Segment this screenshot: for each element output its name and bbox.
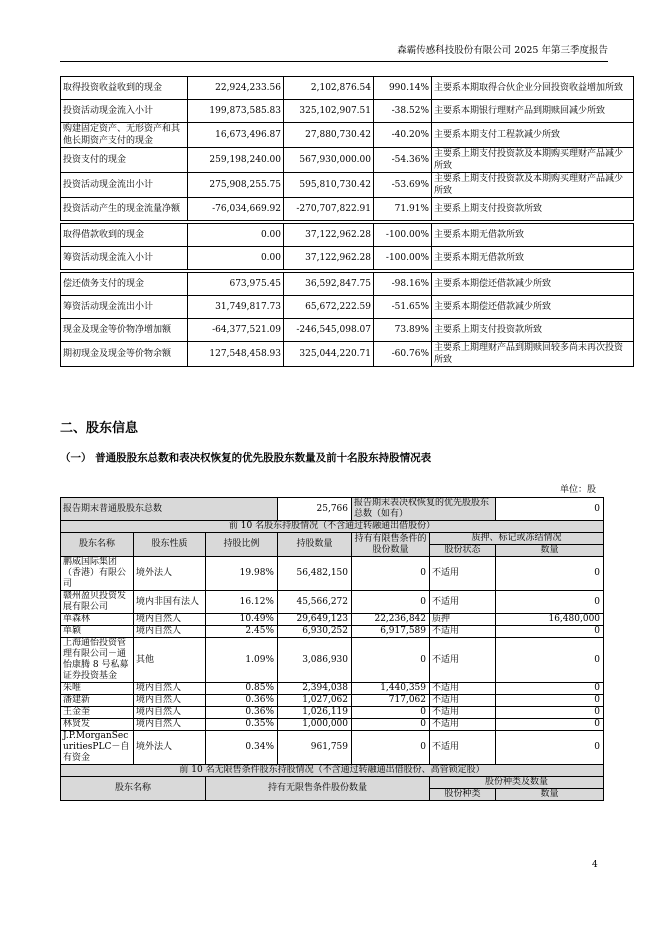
unrestricted-header-name: 股东名称 bbox=[61, 777, 206, 801]
unrestricted-header-qty: 数量 bbox=[496, 789, 604, 801]
shareholder-restricted: 0 bbox=[352, 638, 430, 683]
table-row bbox=[61, 273, 634, 296]
shareholder-pledge-qty: 0 bbox=[496, 731, 604, 765]
row-item-label: 偿还债务支付的现金 bbox=[61, 273, 188, 296]
shareholder-restricted: 1,440,359 bbox=[352, 683, 430, 695]
top10-title: 前 10 名股东持股情况（不含通过转融通出借股份） bbox=[61, 521, 604, 533]
shareholder-shares: 6,930,252 bbox=[278, 626, 352, 638]
shareholder-pledge-state: 不适用 bbox=[430, 731, 496, 765]
shareholder-name: 王金奎 bbox=[61, 707, 134, 719]
shareholder-shares: 3,086,930 bbox=[278, 638, 352, 683]
row-reason: 主要系上期支付投资款所致 bbox=[432, 319, 634, 342]
header-pledge-state: 股份状态 bbox=[430, 545, 496, 557]
shareholder-name: 朱唯 bbox=[61, 683, 134, 695]
shareholder-pledge-state: 不适用 bbox=[430, 719, 496, 731]
shareholder-restricted: 0 bbox=[352, 719, 430, 731]
shareholder-shares: 56,482,150 bbox=[278, 557, 352, 591]
shareholder-pledge-qty: 0 bbox=[496, 719, 604, 731]
shareholder-restricted: 0 bbox=[352, 731, 430, 765]
row-change-percent: -98.16% bbox=[374, 273, 432, 296]
shareholder-row bbox=[61, 638, 604, 683]
shareholder-ratio: 0.85% bbox=[206, 683, 278, 695]
row-previous-value: 567,930,000.00 bbox=[284, 148, 374, 173]
table-row bbox=[61, 123, 634, 148]
shareholder-nature: 境内自然人 bbox=[134, 626, 206, 638]
row-reason: 主要系本期银行理财产品到期赎回减少所致 bbox=[432, 100, 634, 123]
shareholder-nature: 境内自然人 bbox=[134, 695, 206, 707]
header-restricted: 持有有限售条件的股份数量 bbox=[352, 533, 430, 557]
row-reason: 主要系本期偿还借款减少所致 bbox=[432, 296, 634, 319]
shareholder-row bbox=[61, 591, 604, 614]
row-item-label: 投资支付的现金 bbox=[61, 148, 188, 173]
shareholder-table bbox=[60, 497, 604, 801]
row-current-value: 16,673,496.87 bbox=[188, 123, 284, 148]
row-reason: 主要系本期支付工程款减少所致 bbox=[432, 123, 634, 148]
shareholder-pledge-state: 不适用 bbox=[430, 626, 496, 638]
row-current-value: 199,873,585.83 bbox=[188, 100, 284, 123]
row-change-percent: -60.76% bbox=[374, 342, 432, 367]
shareholder-restricted: 22,236,842 bbox=[352, 614, 430, 626]
row-change-percent: -53.69% bbox=[374, 173, 432, 198]
shareholder-row bbox=[61, 614, 604, 626]
header-pledge: 质押、标记或冻结情况 bbox=[430, 533, 604, 545]
shareholder-name: 鹏威国际集团（香港）有限公司 bbox=[61, 557, 134, 591]
row-current-value: 22,924,233.56 bbox=[188, 77, 284, 100]
row-current-value: 31,749,817.73 bbox=[188, 296, 284, 319]
shareholder-pledge-qty: 0 bbox=[496, 557, 604, 591]
header-pledge-qty: 数量 bbox=[496, 545, 604, 557]
table-row bbox=[61, 173, 634, 198]
row-previous-value: 595,810,730.42 bbox=[284, 173, 374, 198]
pref-holders-label: 报告期末表决权恢复的优先股股东总数（如有） bbox=[352, 498, 496, 521]
row-item-label: 筹资活动现金流入小计 bbox=[61, 247, 188, 270]
total-holders-value: 25,766 bbox=[278, 498, 352, 521]
row-change-percent: -100.00% bbox=[374, 247, 432, 270]
row-reason: 主要系上期理财产品到期赎回较多尚未再次投资所致 bbox=[432, 342, 634, 367]
shareholder-ratio: 16.12% bbox=[206, 591, 278, 614]
row-item-label: 筹资活动现金流出小计 bbox=[61, 296, 188, 319]
shareholder-ratio: 1.09% bbox=[206, 638, 278, 683]
shareholder-pledge-qty: 0 bbox=[496, 591, 604, 614]
row-previous-value: 2,102,876.54 bbox=[284, 77, 374, 100]
shareholder-row bbox=[61, 557, 604, 591]
unrestricted-header-kind: 股份种类 bbox=[430, 789, 496, 801]
shareholder-ratio: 10.49% bbox=[206, 614, 278, 626]
shareholder-nature: 境内自然人 bbox=[134, 683, 206, 695]
shareholder-pledge-qty: 0 bbox=[496, 626, 604, 638]
shareholder-nature: 境内非国有法人 bbox=[134, 591, 206, 614]
table-row bbox=[61, 342, 634, 367]
shareholder-shares: 45,566,272 bbox=[278, 591, 352, 614]
shareholder-name: 单森林 bbox=[61, 614, 134, 626]
shareholder-nature: 境内自然人 bbox=[134, 719, 206, 731]
shareholder-restricted: 0 bbox=[352, 707, 430, 719]
shareholder-row bbox=[61, 626, 604, 638]
row-current-value: 275,908,255.75 bbox=[188, 173, 284, 198]
row-previous-value: 65,672,222.59 bbox=[284, 296, 374, 319]
row-previous-value: 37,122,962.28 bbox=[284, 224, 374, 247]
shareholder-name: J.P.MorganSecuritiesPLC－自有资金 bbox=[61, 731, 134, 765]
header-ratio: 持股比例 bbox=[206, 533, 278, 557]
page-number: 4 bbox=[592, 860, 598, 870]
shareholder-restricted: 0 bbox=[352, 591, 430, 614]
table-row bbox=[61, 100, 634, 123]
row-change-percent: 73.89% bbox=[374, 319, 432, 342]
shareholder-ratio: 0.34% bbox=[206, 731, 278, 765]
shareholder-nature: 境外法人 bbox=[134, 731, 206, 765]
row-previous-value: 37,122,962.28 bbox=[284, 247, 374, 270]
shareholder-ratio: 0.36% bbox=[206, 695, 278, 707]
shareholder-shares: 2,394,038 bbox=[278, 683, 352, 695]
shareholder-shares: 1,000,000 bbox=[278, 719, 352, 731]
shareholder-ratio: 0.35% bbox=[206, 719, 278, 731]
table-row bbox=[61, 198, 634, 221]
unrestricted-header-kind-group: 股份种类及数量 bbox=[430, 777, 604, 789]
page-header: 森霸传感科技股份有限公司 2025 年第三季度报告 bbox=[60, 42, 608, 62]
row-reason: 主要系本期取得合伙企业分回投资收益增加所致 bbox=[432, 77, 634, 100]
row-previous-value: -246,545,098.07 bbox=[284, 319, 374, 342]
shareholder-name: 单颖 bbox=[61, 626, 134, 638]
section-subtitle: （一） 普通股股东总数和表决权恢复的优先股股东数量及前十名股东持股情况表 bbox=[60, 452, 432, 464]
shareholder-row bbox=[61, 731, 604, 765]
row-previous-value: 27,880,730.42 bbox=[284, 123, 374, 148]
row-item-label: 投资活动现金流出小计 bbox=[61, 173, 188, 198]
shareholder-row bbox=[61, 695, 604, 707]
shareholder-pledge-qty: 0 bbox=[496, 695, 604, 707]
shareholder-nature: 其他 bbox=[134, 638, 206, 683]
row-reason: 主要系上期支付投资款及本期购买理财产品减少所致 bbox=[432, 173, 634, 198]
shareholder-pledge-state: 不适用 bbox=[430, 683, 496, 695]
row-item-label: 购建固定资产、无形资产和其他长期资产支付的现金 bbox=[61, 123, 188, 148]
row-item-label: 取得投资收益收到的现金 bbox=[61, 77, 188, 100]
table-row bbox=[61, 77, 634, 100]
row-item-label: 期初现金及现金等价物余额 bbox=[61, 342, 188, 367]
shareholder-nature: 境内自然人 bbox=[134, 614, 206, 626]
row-change-percent: -40.20% bbox=[374, 123, 432, 148]
shareholder-ratio: 2.45% bbox=[206, 626, 278, 638]
row-reason: 主要系本期无借款所致 bbox=[432, 224, 634, 247]
shareholder-name: 赣州盈贝投资发展有限公司 bbox=[61, 591, 134, 614]
shareholder-pledge-qty: 16,480,000 bbox=[496, 614, 604, 626]
row-reason: 主要系上期支付投资款及本期购买理财产品减少所致 bbox=[432, 148, 634, 173]
shareholder-pledge-state: 质押 bbox=[430, 614, 496, 626]
shareholder-nature: 境外法人 bbox=[134, 557, 206, 591]
shareholder-nature: 境内自然人 bbox=[134, 707, 206, 719]
table-row bbox=[61, 296, 634, 319]
shareholder-pledge-state: 不适用 bbox=[430, 707, 496, 719]
row-previous-value: 325,102,907.51 bbox=[284, 100, 374, 123]
row-previous-value: 36,592,847.75 bbox=[284, 273, 374, 296]
shareholder-ratio: 19.98% bbox=[206, 557, 278, 591]
shareholder-restricted: 717,062 bbox=[352, 695, 430, 707]
table-row bbox=[61, 148, 634, 173]
row-change-percent: -38.52% bbox=[374, 100, 432, 123]
shareholder-ratio: 0.36% bbox=[206, 707, 278, 719]
row-current-value: 259,198,240.00 bbox=[188, 148, 284, 173]
shareholder-pledge-state: 不适用 bbox=[430, 557, 496, 591]
shareholder-restricted: 6,917,589 bbox=[352, 626, 430, 638]
shareholder-shares: 1,026,119 bbox=[278, 707, 352, 719]
row-reason: 主要系上期支付投资款所致 bbox=[432, 198, 634, 221]
table-row bbox=[61, 224, 634, 247]
row-current-value: -64,377,521.09 bbox=[188, 319, 284, 342]
header-shares: 持股数量 bbox=[278, 533, 352, 557]
unit-label: 单位：股 bbox=[560, 485, 597, 495]
row-change-percent: -100.00% bbox=[374, 224, 432, 247]
row-current-value: 673,975.45 bbox=[188, 273, 284, 296]
row-change-percent: 990.14% bbox=[374, 77, 432, 100]
row-item-label: 取得借款收到的现金 bbox=[61, 224, 188, 247]
shareholder-pledge-qty: 0 bbox=[496, 638, 604, 683]
table-row bbox=[61, 247, 634, 270]
row-current-value: 127,548,458.93 bbox=[188, 342, 284, 367]
shareholder-name: 上海通怡投资管理有限公司－通怡康腾 8 号私募证券投资基金 bbox=[61, 638, 134, 683]
section-title: 二、股东信息 bbox=[60, 421, 139, 436]
shareholder-pledge-qty: 0 bbox=[496, 707, 604, 719]
row-current-value: 0.00 bbox=[188, 224, 284, 247]
shareholder-name: 林贤发 bbox=[61, 719, 134, 731]
header-name: 股东名称 bbox=[61, 533, 134, 557]
shareholder-restricted: 0 bbox=[352, 557, 430, 591]
shareholder-shares: 29,649,123 bbox=[278, 614, 352, 626]
unrestricted-title: 前 10 名无限售条件股东持股情况（不含通过转融通出借股份、高管锁定股） bbox=[61, 765, 604, 777]
row-change-percent: -51.65% bbox=[374, 296, 432, 319]
total-holders-label: 报告期末普通股股东总数 bbox=[61, 498, 278, 521]
row-reason: 主要系本期无借款所致 bbox=[432, 247, 634, 270]
shareholder-row bbox=[61, 719, 604, 731]
shareholder-row bbox=[61, 707, 604, 719]
shareholder-pledge-state: 不适用 bbox=[430, 591, 496, 614]
row-previous-value: -270,707,822.91 bbox=[284, 198, 374, 221]
row-current-value: 0.00 bbox=[188, 247, 284, 270]
table-row bbox=[61, 319, 634, 342]
shareholder-shares: 961,759 bbox=[278, 731, 352, 765]
shareholder-row bbox=[61, 683, 604, 695]
row-change-percent: -54.36% bbox=[374, 148, 432, 173]
cashflow-table bbox=[60, 76, 634, 367]
header-nature: 股东性质 bbox=[134, 533, 206, 557]
shareholder-pledge-state: 不适用 bbox=[430, 638, 496, 683]
row-change-percent: 71.91% bbox=[374, 198, 432, 221]
row-current-value: -76,034,669.92 bbox=[188, 198, 284, 221]
pref-holders-value: 0 bbox=[496, 498, 604, 521]
shareholder-shares: 1,027,062 bbox=[278, 695, 352, 707]
shareholder-pledge-state: 不适用 bbox=[430, 695, 496, 707]
row-previous-value: 325,044,220.71 bbox=[284, 342, 374, 367]
row-reason: 主要系本期偿还借款减少所致 bbox=[432, 273, 634, 296]
row-item-label: 投资活动产生的现金流量净额 bbox=[61, 198, 188, 221]
unrestricted-header-shares: 持有无限售条件股份数量 bbox=[206, 777, 430, 801]
shareholder-name: 潘建新 bbox=[61, 695, 134, 707]
row-item-label: 投资活动现金流入小计 bbox=[61, 100, 188, 123]
shareholder-pledge-qty: 0 bbox=[496, 683, 604, 695]
row-item-label: 现金及现金等价物净增加额 bbox=[61, 319, 188, 342]
